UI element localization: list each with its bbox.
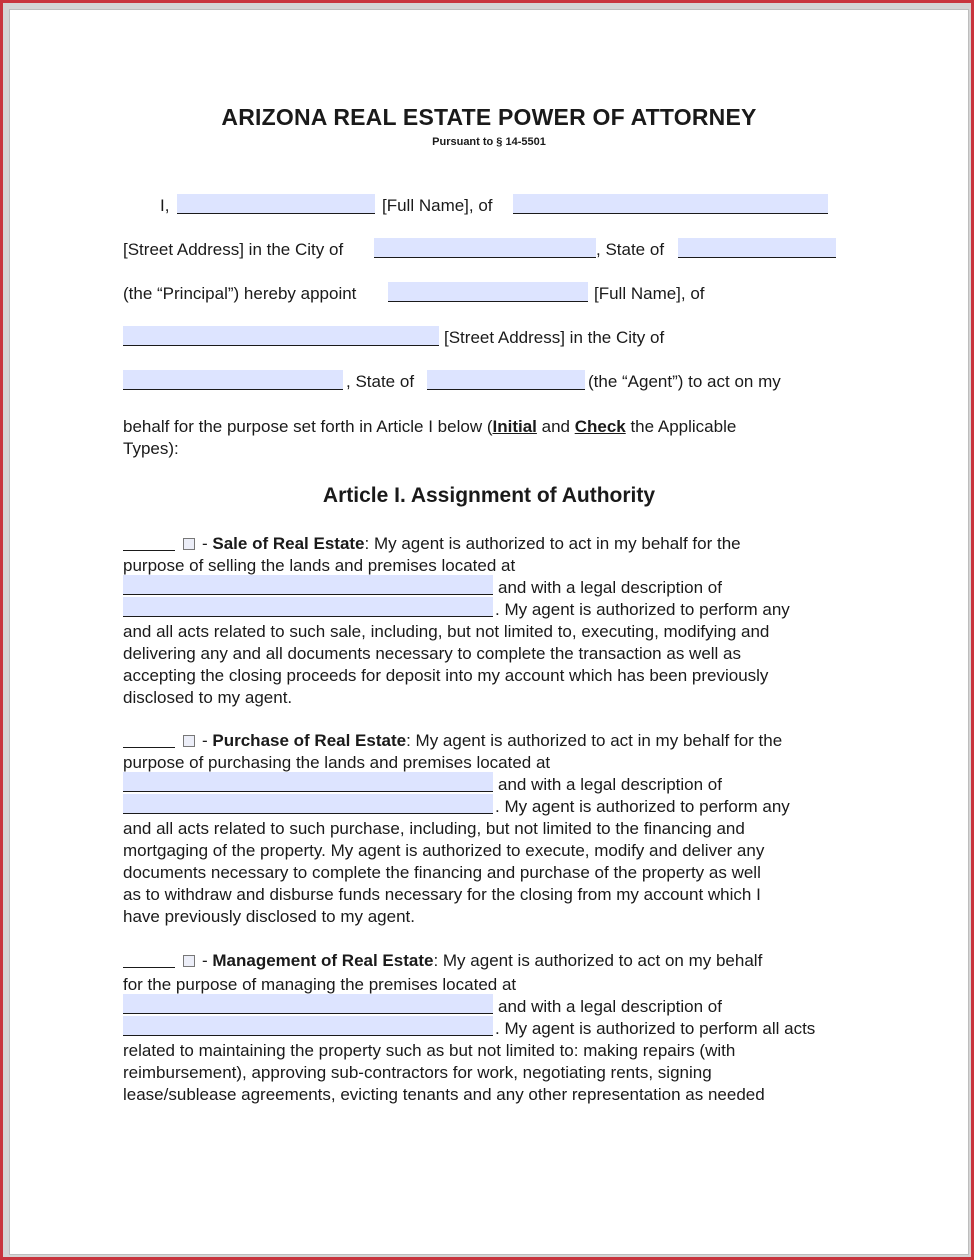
sale-location-field[interactable] bbox=[123, 575, 493, 595]
management-checkbox[interactable] bbox=[183, 955, 195, 967]
purchase-l2: purpose of purchasing the lands and premises located at bbox=[123, 753, 551, 772]
sale-l3: and with a legal description of bbox=[498, 578, 722, 597]
purchase-l3: and with a legal description of bbox=[498, 775, 722, 794]
sale-legal-description-field[interactable] bbox=[123, 597, 493, 617]
management-line-1 bbox=[202, 950, 762, 972]
state-of-label-1: , State of bbox=[596, 240, 665, 259]
agent-street-field[interactable] bbox=[123, 326, 439, 346]
principal-state-field[interactable] bbox=[678, 238, 836, 258]
agent-city-field[interactable] bbox=[123, 370, 343, 390]
purchase-l6: mortgaging of the property. My agent is authorized to execute, modify and deliver any bbox=[123, 841, 765, 860]
management-location-field[interactable] bbox=[123, 994, 493, 1014]
sale-line-1 bbox=[202, 533, 741, 555]
full-name-label-1: [Full Name], of bbox=[382, 196, 493, 215]
management-l1: : My agent is authorized to act on my behalf bbox=[433, 951, 763, 970]
purchase-line-1 bbox=[202, 730, 782, 752]
purchase-legal-description-field[interactable] bbox=[123, 794, 493, 814]
i-label: I, bbox=[160, 196, 170, 215]
sale-checkbox[interactable] bbox=[183, 538, 195, 550]
sale-l1: : My agent is authorized to act in my behalf for the bbox=[364, 534, 741, 553]
sale-title: Sale of Real Estate bbox=[212, 534, 365, 553]
types-label: Types): bbox=[123, 439, 179, 458]
street-city-label-1: [Street Address] in the City of bbox=[123, 240, 344, 259]
management-l4: . My agent is authorized to perform all acts bbox=[495, 1019, 816, 1038]
purchase-l7: documents necessary to complete the financing and purchase of the property as well bbox=[123, 863, 761, 882]
behalf-text bbox=[123, 416, 736, 460]
full-name-label-2: [Full Name], of bbox=[594, 284, 705, 303]
purchase-initial-field[interactable] bbox=[123, 728, 175, 748]
management-l3: and with a legal description of bbox=[498, 997, 722, 1016]
purchase-checkbox[interactable] bbox=[183, 735, 195, 747]
principal-city-field[interactable] bbox=[374, 238, 596, 258]
purchase-l4: . My agent is authorized to perform any bbox=[495, 797, 790, 816]
management-l7: lease/sublease agreements, evicting tenants and any other representation as needed bbox=[123, 1085, 765, 1104]
principal-name-field[interactable] bbox=[177, 194, 375, 214]
state-of-label-2: , State of bbox=[346, 372, 415, 391]
sale-l6: delivering any and all documents necessary to complete the transaction as well as bbox=[123, 644, 742, 663]
document-page bbox=[9, 9, 969, 1255]
management-l5: related to maintaining the property such as but not limited to: making repairs (with bbox=[123, 1041, 736, 1060]
behalf-post: the Applicable bbox=[625, 417, 737, 436]
sale-l2: purpose of selling the lands and premises located at bbox=[123, 556, 516, 575]
principal-appoint-label: (the “Principal”) hereby appoint bbox=[123, 284, 357, 303]
agent-name-field[interactable] bbox=[388, 282, 588, 302]
sale-l8: disclosed to my agent. bbox=[123, 688, 293, 707]
management-dash: - bbox=[202, 951, 213, 970]
and-label: and bbox=[536, 417, 575, 436]
document-title: ARIZONA REAL ESTATE POWER OF ATTORNEY bbox=[221, 104, 757, 130]
article-heading: Article I. Assignment of Authority bbox=[322, 484, 656, 507]
initial-label: Initial bbox=[492, 417, 537, 436]
management-l2: for the purpose of managing the premises located at bbox=[123, 975, 517, 994]
management-l6: reimbursement), approving sub-contractors for work, negotiating rents, signing bbox=[123, 1063, 712, 1082]
purchase-title: Purchase of Real Estate bbox=[212, 731, 407, 750]
sale-initial-field[interactable] bbox=[123, 531, 175, 551]
agent-act-label: (the “Agent”) to act on my bbox=[588, 372, 781, 391]
agent-state-field[interactable] bbox=[427, 370, 585, 390]
sale-l4: . My agent is authorized to perform any bbox=[495, 600, 790, 619]
management-title: Management of Real Estate bbox=[212, 951, 434, 970]
purchase-l8: as to withdraw and disburse funds necessary for the closing from my account which I bbox=[123, 885, 761, 904]
purchase-l1: : My agent is authorized to act in my behalf for the bbox=[406, 731, 783, 750]
principal-street-field[interactable] bbox=[513, 194, 828, 214]
sale-l5: and all acts related to such sale, including, but not limited to, executing, modifying and bbox=[123, 622, 770, 641]
purchase-location-field[interactable] bbox=[123, 772, 493, 792]
behalf-pre: behalf for the purpose set forth in Article I below ( bbox=[123, 417, 493, 436]
management-legal-description-field[interactable] bbox=[123, 1016, 493, 1036]
purchase-l5: and all acts related to such purchase, including, but not limited to the financing and bbox=[123, 819, 745, 838]
purchase-dash: - bbox=[202, 731, 213, 750]
sale-l7: accepting the closing proceeds for deposit into my account which has been previously bbox=[123, 666, 769, 685]
sale-dash: - bbox=[202, 534, 213, 553]
check-label: Check bbox=[574, 417, 626, 436]
purchase-l9: have previously disclosed to my agent. bbox=[123, 907, 415, 926]
document-subtitle: Pursuant to § 14-5501 bbox=[432, 136, 546, 148]
street-city-label-2: [Street Address] in the City of bbox=[444, 328, 665, 347]
management-initial-field[interactable] bbox=[123, 948, 175, 968]
